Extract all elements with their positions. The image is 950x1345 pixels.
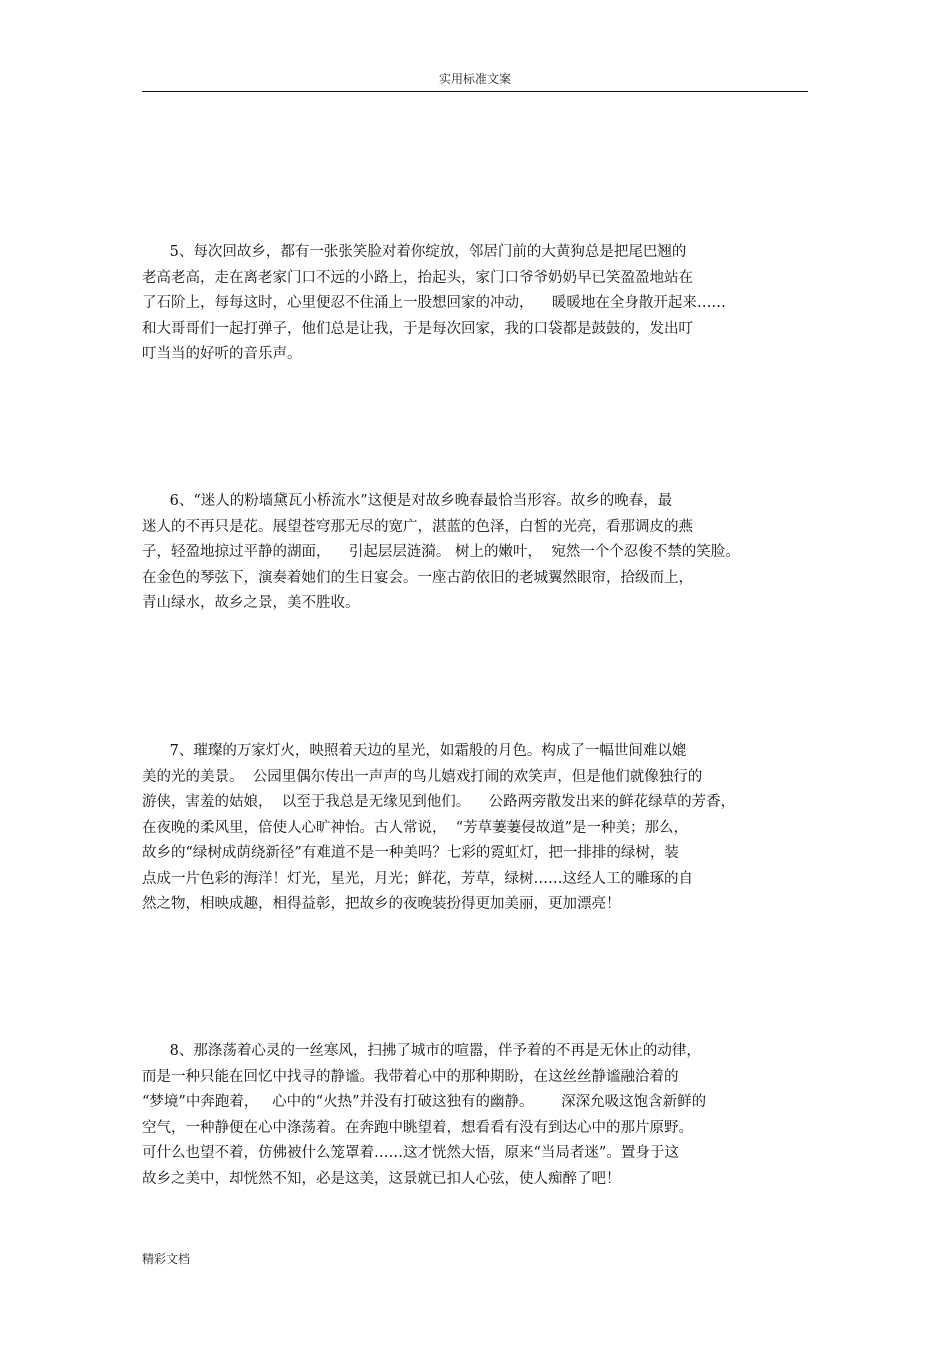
paragraph-line: 空气，一种静便在心中涤荡着。在奔跑中眺望着，想看看有没有到达心中的那片原野。 xyxy=(142,1119,693,1136)
page-header: 实用标准文案 xyxy=(438,72,511,86)
paragraph-line: 游侠，害羞的姑娘， 以至于我总是无缘见到他们。 公路两旁散发出来的鲜花绿草的芳香， xyxy=(142,794,736,810)
paragraph-line: 和大哥哥们一起打弹子，他们总是让我，于是每次回家，我的口袋都是鼓鼓的，发出叮 xyxy=(142,320,693,337)
paragraph-line: 故乡之美中，却恍然不知，必是这美，这景就已扣人心弦，使人痴醉了吧！ xyxy=(142,1170,621,1187)
paragraph-line: 可什么也望不着，仿佛被什么笼罩着……这才恍然大悟，原来“当局者迷”。置身于这 xyxy=(142,1145,679,1161)
paragraph-line: 而是一种只能在回忆中找寻的静谧。我带着心中的那种期盼，在这丝丝静谧融洽着的 xyxy=(142,1068,679,1085)
paragraph-line: 5、每次回故乡，都有一张张笑脸对着你绽放，邻居门前的大黄狗总是把尾巴翘的 xyxy=(142,244,687,260)
paragraph-8 xyxy=(142,1039,802,1192)
paragraph-line: 故乡的“绿树成荫绕新径”有难道不是一种美吗？七彩的霓虹灯，把一排排的绿树，装 xyxy=(142,845,679,861)
paragraph-line: 点成一片色彩的海洋！灯光，星光，月光；鲜花，芳草，绿树……这经人工的雕琢的自 xyxy=(142,870,693,887)
paragraph-line: 美的光的美景。 公园里偶尔传出一声声的鸟儿嬉戏打闹的欢笑声，但是他们就像独行的 xyxy=(142,768,703,785)
paragraph-line: 在金色的琴弦下，演奏着她们的生日宴会。一座古韵依旧的老城翼然眼帘，拾级而上， xyxy=(142,569,693,586)
paragraph-line: 8、那涤荡着心灵的一丝寒风，扫拂了城市的喧嚣，伴予着的不再是无休止的动律， xyxy=(142,1043,701,1059)
paragraph-line: “梦境”中奔跑着， 心中的“火热”并没有打破这独有的幽静。 深深允吸这饱含新鲜的 xyxy=(142,1094,707,1110)
paragraph-line: 青山绿水，故乡之景，美不胜收。 xyxy=(142,595,360,611)
paragraph-5 xyxy=(142,240,802,368)
paragraph-line: 7、璀璨的万家灯火，映照着天边的星光，如霜般的月色。构成了一幅世间难以媲 xyxy=(142,743,687,759)
paragraph-line: 了石阶上，每每这时，心里便忍不住涌上一股想回家的冲动， 暖暖地在全身散开起来…… xyxy=(142,295,726,311)
paragraph-line: 老高老高，走在离老家门口不远的小路上，抬起头，家门口爷爷奶奶早已笑盈盈地站在 xyxy=(142,269,693,286)
paragraph-line: 迷人的不再只是花。展望苍穹那无尽的宽广，湛蓝的色泽，白皙的光亮，看那调皮的燕 xyxy=(142,518,693,535)
paragraph-line: 子，轻盈地掠过平静的湖面， 引起层层涟漪。 树上的嫩叶， 宛然一个个忍俊不禁的笑脸。 xyxy=(142,544,740,560)
paragraph-6 xyxy=(142,489,802,617)
paragraph-line: 6、“迷人的粉墙黛瓦小桥流水”这便是对故乡晚春最恰当形容。故乡的晚春，最 xyxy=(142,493,673,509)
paragraph-line: 然之物，相映成趣，相得益彰，把故乡的夜晚装扮得更加美丽，更加漂亮！ xyxy=(142,896,621,912)
page-footer: 精彩文档 xyxy=(142,1252,191,1266)
paragraph-7 xyxy=(142,739,802,918)
header-divider xyxy=(142,91,808,92)
paragraph-line: 在夜晚的柔风里，倍使人心旷神怡。古人常说， “芳草萋萋侵故道”是一种美；那么， xyxy=(142,819,689,836)
paragraph-line: 叮当当的好听的音乐声。 xyxy=(142,346,302,362)
